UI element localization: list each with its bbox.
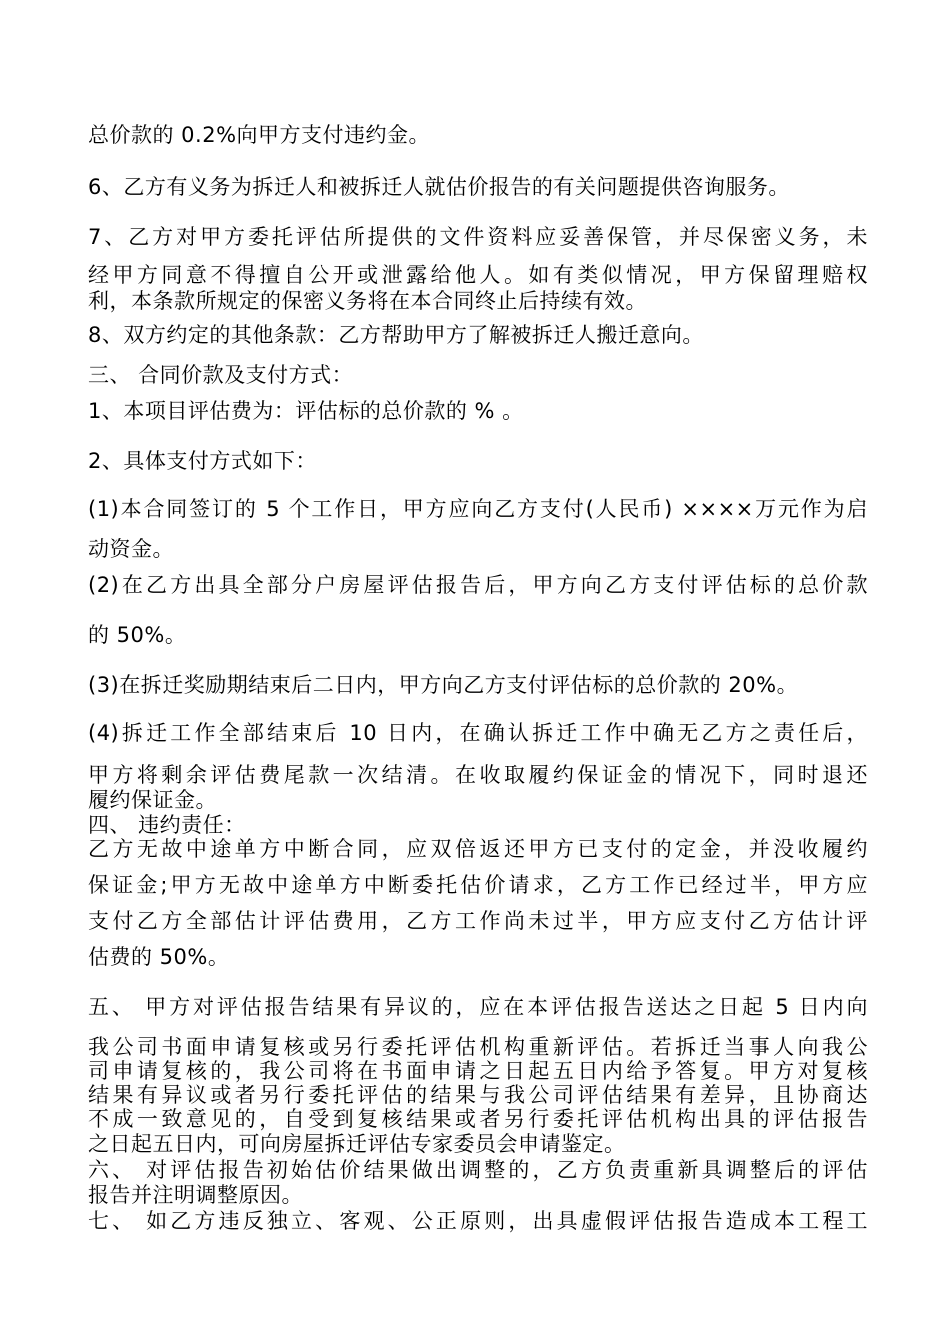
section-heading: 六、 对评估报告初始估价结果做出调整的，乙方负责重新具调整后的评估: [88, 1158, 868, 1182]
text-line: 履约保证金。: [88, 788, 217, 812]
text-line: 估费的 50%。: [88, 945, 230, 969]
text-line: 2、具体支付方式如下：: [88, 449, 317, 473]
text-line: 的 50%。: [88, 623, 187, 647]
text-line: 乙方无故中途单方中断合同，应双倍返还甲方已支付的定金，并没收履约: [88, 837, 868, 861]
section-heading: 五、 甲方对评估报告结果有异议的，应在本评估报告送达之日起 5 日内向: [88, 995, 868, 1019]
section-heading: 四、 违约责任：: [88, 813, 246, 837]
text-line: 司申请复核的，我公司将在书面申请之日起五日内给予答复。甲方对复核: [88, 1059, 868, 1083]
text-line: (4)拆迁工作全部结束后 10 日内，在确认拆迁工作中确无乙方之责任后，: [88, 721, 868, 745]
text-line: 报告并注明调整原因。: [88, 1183, 303, 1207]
text-line: 不成一致意见的，自受到复核结果或者另行委托评估机构出具的评估报告: [88, 1107, 868, 1131]
text-line: 7、乙方对甲方委托评估所提供的文件资料应妥善保管，并尽保密义务，未: [88, 225, 868, 249]
text-line: 之日起五日内，可向房屋拆迁评估专家委员会申请鉴定。: [88, 1132, 626, 1156]
text-line: 总价款的 0.2%向甲方支付违约金。: [88, 123, 431, 147]
text-line: (1)本合同签订的 5 个工作日，甲方应向乙方支付(人民币) ××××万元作为启: [88, 497, 868, 521]
text-line: 1、本项目评估费为：评估标的总价款的 % 。: [88, 399, 524, 423]
text-line: 结果有异议或者另行委托评估的结果与我公司评估结果有差异，且协商达: [88, 1083, 868, 1107]
text-line: 我公司书面申请复核或另行委托评估机构重新评估。若拆迁当事人向我公: [88, 1035, 868, 1059]
section-heading: 七、 如乙方违反独立、客观、公正原则，出具虚假评估报告造成本工程工: [88, 1209, 868, 1233]
text-line: 保证金;甲方无故中途单方中断委托估价请求，乙方工作已经过半，甲方应: [88, 873, 868, 897]
text-line: (3)在拆迁奖励期结束后二日内，甲方向乙方支付评估标的总价款的 20%。: [88, 673, 799, 697]
text-line: 动资金。: [88, 537, 174, 561]
text-line: 6、乙方有义务为拆迁人和被拆迁人就估价报告的有关问题提供咨询服务。: [88, 175, 790, 199]
text-line: 利，本条款所规定的保密义务将在本合同终止后持续有效。: [88, 289, 647, 313]
text-line: 经甲方同意不得擅自公开或泄露给他人。如有类似情况，甲方保留理赔权: [88, 263, 868, 287]
text-line: (2)在乙方出具全部分户房屋评估报告后，甲方向乙方支付评估标的总价款: [88, 573, 868, 597]
section-heading: 三、 合同价款及支付方式：: [88, 363, 354, 387]
text-line: 8、双方约定的其他条款：乙方帮助甲方了解被拆迁人搬迁意向。: [88, 323, 704, 347]
text-line: 甲方将剩余评估费尾款一次结清。在收取履约保证金的情况下，同时退还: [88, 763, 868, 787]
text-line: 支付乙方全部估计评估费用，乙方工作尚未过半，甲方应支付乙方估计评: [88, 909, 868, 933]
